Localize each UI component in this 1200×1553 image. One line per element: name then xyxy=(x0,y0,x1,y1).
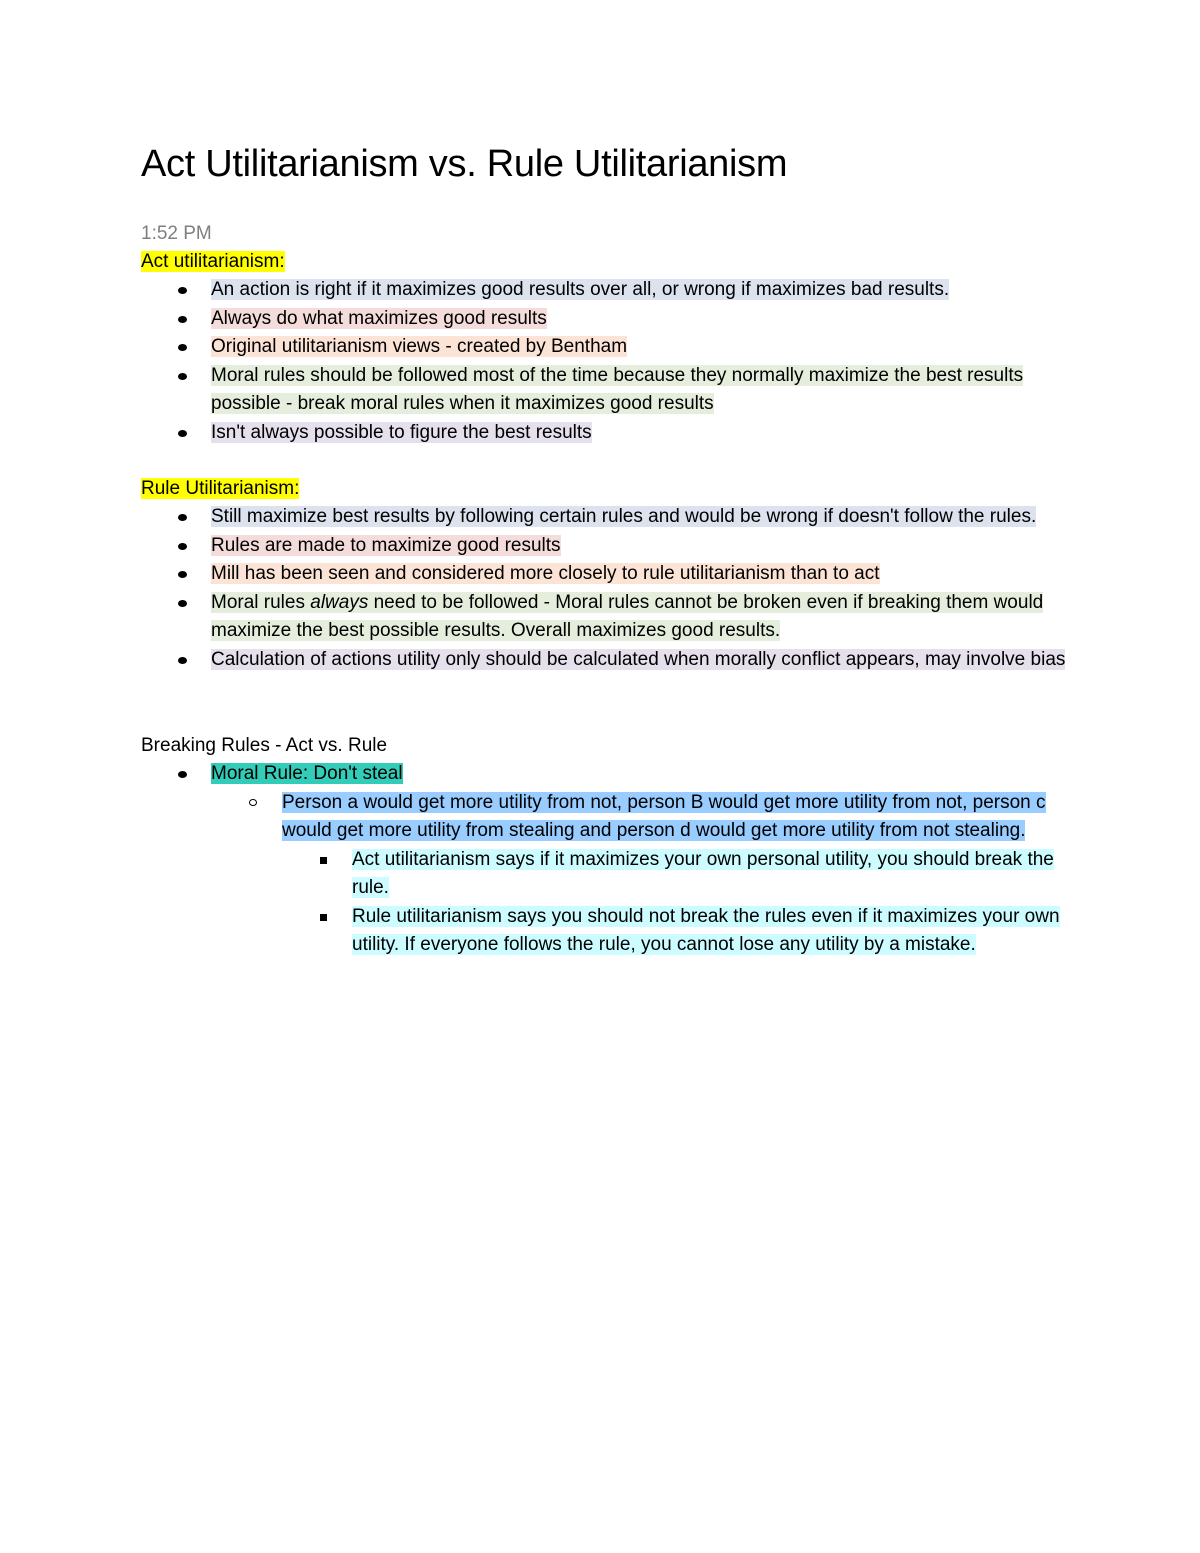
act-heading-line xyxy=(141,248,1071,276)
moral-rule-text: Moral Rule: Don't steal xyxy=(211,763,403,784)
list-item xyxy=(141,560,1071,589)
breaking-heading: Breaking Rules - Act vs. Rule xyxy=(141,735,388,756)
list-item-text-part: Moral rules xyxy=(211,591,311,613)
list-item-text: An action is right if it maximizes good results over all, or wrong if maximizes bad results. xyxy=(211,279,950,300)
list-item-text-part: need to be followed - Moral rules cannot be broken even if breaking them would maximize the best possible results. Overall maximizes good results. xyxy=(211,591,1044,641)
list-item-text: Rules are made to maximize good results xyxy=(211,534,561,556)
breaking-list xyxy=(141,760,1071,960)
scenario-text: Person a would get more utility from not, person B would get more utility from not, person c would get more utility from stealing and person d would get more utility from not stealing. xyxy=(282,791,1046,841)
list-item xyxy=(141,646,1071,675)
list-item xyxy=(141,503,1071,532)
list-item xyxy=(141,276,1071,305)
list-item-text: Isn't always possible to figure the best results xyxy=(211,421,592,443)
act-heading: Act utilitarianism: xyxy=(141,251,285,272)
rule-list xyxy=(141,503,1071,674)
list-item xyxy=(141,903,1071,960)
list-item-text: Moral rules should be followed most of the time because they normally maximize the best results possible - break moral rules when it maximizes good results xyxy=(211,364,1024,414)
list-item-text: Original utilitarianism views - created by Bentham xyxy=(211,336,628,357)
rule-heading: Rule Utilitarianism: xyxy=(141,478,300,499)
list-item xyxy=(141,760,1071,960)
list-item xyxy=(141,532,1071,561)
document-page xyxy=(141,138,1071,960)
list-item xyxy=(141,305,1071,334)
list-item xyxy=(141,362,1071,419)
act-view-text: Act utilitarianism says if it maximizes your own personal utility, you should break the rule. xyxy=(352,848,1054,898)
rule-heading-line xyxy=(141,475,1071,503)
list-item-text: Still maximize best results by following certain rules and would be wrong if doesn't follow the rules. xyxy=(211,506,1037,527)
list-item xyxy=(141,589,1071,646)
list-item-text: Always do what maximizes good results xyxy=(211,307,547,329)
list-item xyxy=(141,789,1071,960)
emphasis-text: always xyxy=(310,591,369,613)
page-title: Act Utilitarianism vs. Rule Utilitarianism xyxy=(141,143,788,185)
list-item xyxy=(141,419,1071,448)
list-item-text: Calculation of actions utility only should be calculated when morally conflict appears, may involve bias xyxy=(211,648,1066,670)
list-item-text xyxy=(211,592,1043,642)
list-item-text: Mill has been seen and considered more closely to rule utilitarianism than to act xyxy=(211,563,880,584)
timestamp: 1:52 PM xyxy=(141,223,212,244)
list-item xyxy=(141,846,1071,903)
sub-list xyxy=(141,789,1071,960)
rule-view-text: Rule utilitarianism says you should not break the rules even if it maximizes your own utility. If everyone follows the rule, you cannot lose any utility by a mistake. xyxy=(352,905,1060,955)
list-item xyxy=(141,333,1071,362)
act-list xyxy=(141,276,1071,447)
sub-sub-list xyxy=(141,846,1071,960)
